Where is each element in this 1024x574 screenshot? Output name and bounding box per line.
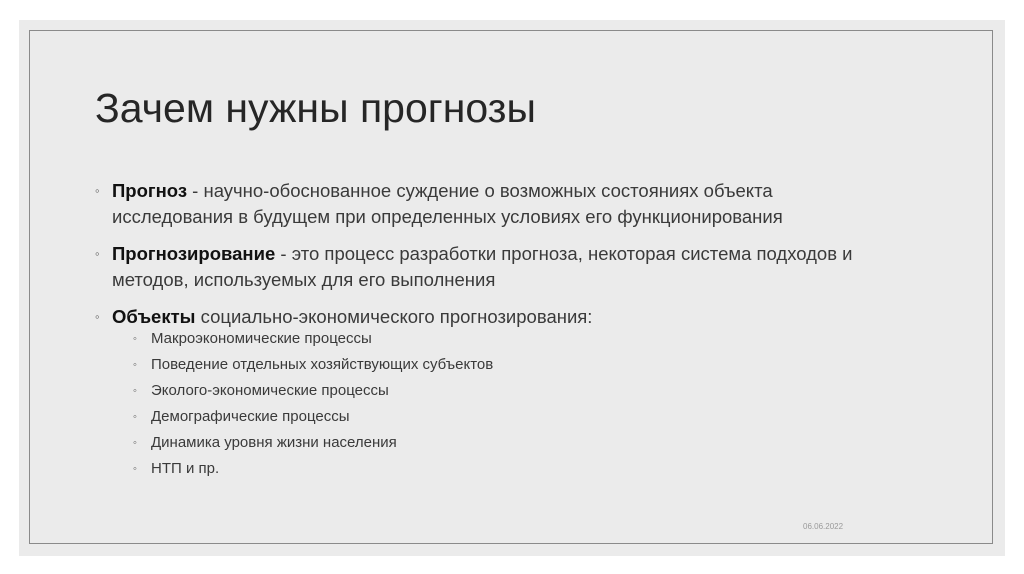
bullet-marker-icon: ◦ <box>95 246 100 261</box>
slide-date: 06.06.2022 <box>803 522 844 531</box>
bullet-item <box>95 304 885 482</box>
sub-bullet-text: Поведение отдельных хозяйствующих субъектов <box>151 356 494 373</box>
bullet-term: Прогноз <box>112 180 188 201</box>
bullet-item <box>95 241 885 293</box>
sub-bullet-text: Демографические процессы <box>151 408 350 425</box>
sub-bullet-text: Динамика уровня жизни населения <box>151 434 397 451</box>
bullet-marker-icon: ◦ <box>95 183 100 198</box>
sub-bullet-list <box>112 326 885 482</box>
sub-bullet-text: Макроэкономические процессы <box>151 330 372 347</box>
bullet-term: Объекты <box>112 306 196 327</box>
bullet-marker-icon: ◦ <box>133 333 137 345</box>
sub-bullet-item <box>112 326 885 352</box>
sub-bullet-item <box>112 352 885 378</box>
bullet-list <box>95 178 885 493</box>
bullet-marker-icon: ◦ <box>133 463 137 475</box>
bullet-text: - научно-обоснованное суждение о возможных состояниях объекта исследования в будущем при определенных условиях его функционирования <box>112 180 783 227</box>
sub-bullet-item <box>112 378 885 404</box>
sub-bullet-text: НТП и пр. <box>151 460 220 477</box>
bullet-marker-icon: ◦ <box>133 411 137 423</box>
sub-bullet-item <box>112 456 885 482</box>
bullet-marker-icon: ◦ <box>95 309 100 324</box>
bullet-term: Прогнозирование <box>112 243 276 264</box>
slide-title: Зачем нужны прогнозы <box>95 85 536 131</box>
sub-bullet-item <box>112 430 885 456</box>
bullet-marker-icon: ◦ <box>133 437 137 449</box>
bullet-marker-icon: ◦ <box>133 385 137 397</box>
sub-bullet-text: Эколого-экономические процессы <box>151 382 389 399</box>
sub-bullet-item <box>112 404 885 430</box>
bullet-text: социально-экономического прогнозирования: <box>195 306 593 327</box>
bullet-marker-icon: ◦ <box>133 359 137 371</box>
bullet-text: - это процесс разработки прогноза, некоторая система подходов и методов, используемых для его выполнения <box>112 243 853 290</box>
bullet-item <box>95 178 885 230</box>
